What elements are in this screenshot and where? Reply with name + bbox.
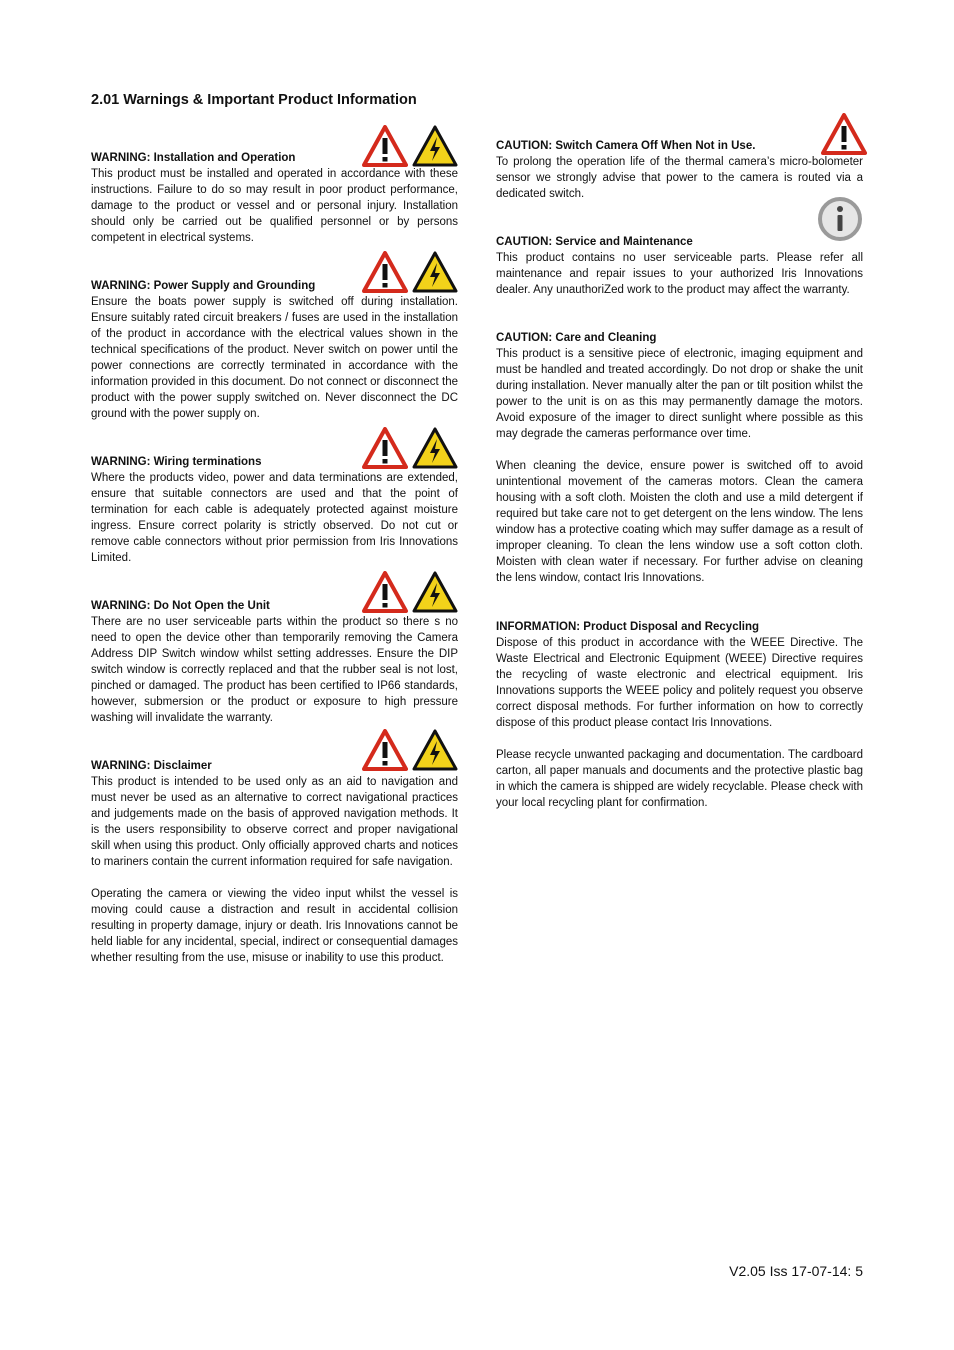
warning-triangle-icon <box>362 251 408 293</box>
section-heading: WARNING: Power Supply and Grounding <box>91 280 316 292</box>
warning-installation <box>91 150 458 246</box>
section-heading: INFORMATION: Product Disposal and Recycling <box>496 621 760 633</box>
warning-power-supply <box>91 278 458 422</box>
section-paragraph: Dispose of this product in accordance with the WEEE Directive. The Waste Electrical and Electronic Equipment (WEEE) Directive requires the recycling of waste electronic and electrical equipment. Iris Innovations supports the WEEE policy and politely request you observe correct disposal methods. For further information on how to correctly dispose of this product please contact Iris Innovations. <box>496 637 863 729</box>
information-icon <box>817 196 863 242</box>
section-heading: CAUTION: Switch Camera Off When Not in Use. <box>496 140 756 152</box>
section-paragraph: Ensure the boats power supply is switched off during installation. Ensure suitably rated circuit breakers / fuses are used in the installation of the product in accordance with the electrical values shown in the technical specifications of the product. Never switch on power until the power connections are correctly terminated in accordance with the information provided in this document. Do not connect or disconnect the product with the power supply switched on. Never disconnect the DC ground with the power supply on. <box>91 296 458 420</box>
caution-switch-off <box>496 138 863 202</box>
warning-triangle-icon <box>362 571 408 613</box>
section-paragraph: This product must be installed and operated in accordance with these instructions. Failure to do so may result in poor product performance, damage to the product or vessel and or personal injury. Installation should only be carried out be qualified personnel or by persons competent in electrical systems. <box>91 168 458 244</box>
electric-hazard-icon <box>412 125 458 167</box>
warning-triangle-icon <box>362 729 408 771</box>
warning-triangle-icon <box>362 125 408 167</box>
section-heading: CAUTION: Care and Cleaning <box>496 332 657 344</box>
warning-wiring <box>91 454 458 566</box>
section-paragraph: This product contains no user serviceable parts. Please refer all maintenance and repair issues to your authorized Iris Innovations dealer. Any unauthoriZed work to the product may affect the warranty. <box>496 252 863 296</box>
section-heading: WARNING: Wiring terminations <box>91 456 262 468</box>
section-paragraph: When cleaning the device, ensure power is switched off to avoid unintentional movement of the cameras motors. Clean the camera housing with a soft cloth. Moisten the cloth and use a mild detergent if required but take care not to get detergent on the lens window. The lens window has a protective coating which may suffer damage as a result of improper cleaning. To clean the lens window use a soft cotton cloth. Moisten with clean water if necessary. For further advise on cleaning the lens window, contact Iris Innovations. <box>496 460 863 584</box>
section-heading: WARNING: Disclaimer <box>91 760 212 772</box>
section-heading: WARNING: Do Not Open the Unit <box>91 600 270 612</box>
warning-triangle-icon <box>362 427 408 469</box>
section-paragraph: Please recycle unwanted packaging and documentation. The cardboard carton, all paper manuals and documents and the protective plastic bag in which the camera is shipped are widely recyclable. Please check with your local recycling plant for confirmation. <box>496 749 863 809</box>
electric-hazard-icon <box>412 251 458 293</box>
right-column <box>496 138 863 811</box>
section-paragraph: Where the products video, power and data terminations are extended, ensure that suitable connectors are used and that the point of termination for each cable is adequately protected against moisture ingress. Ensure correct polarity is strictly observed. Do not cut or remove cable connectors without prior permission from Iris Innovations Limited. <box>91 472 458 564</box>
icon-group <box>362 427 458 469</box>
caution-care-cleaning <box>496 330 863 586</box>
section-paragraph: There are no user serviceable parts within the product so there s no need to open the device other than temporarily removing the Camera Address DIP Switch window whilst setting addresses. Ensure the DIP switch window is correctly replaced and that the rubber seal is not lost, pinched or damaged. The product has been certified to IP66 standards, however, submersion or the product or exposure to high pressure washing will invalidate the warranty. <box>91 616 458 724</box>
icon-group <box>821 113 867 155</box>
electric-hazard-icon <box>412 571 458 613</box>
section-heading: WARNING: Installation and Operation <box>91 152 296 164</box>
icon-group <box>362 571 458 613</box>
section-paragraph: This product is a sensitive piece of electronic, imaging equipment and must be handled and treated accordingly. Do not drop or shake the unit during installation. Never manually alter the pan or tilt position whilst the power to the unit is on as this may permanently damage the motors. Avoid exposure of the imager to direct sunlight where possible as this may degrade the cameras performance over time. <box>496 348 863 440</box>
caution-service <box>496 234 863 298</box>
section-paragraph: To prolong the operation life of the thermal camera’s micro-bolometer sensor we strongly advise that power to the camera is routed via a dedicated switch. <box>496 156 863 200</box>
section-heading: CAUTION: Service and Maintenance <box>496 236 693 248</box>
page-title: 2.01 Warnings & Important Product Information <box>91 92 417 108</box>
warning-do-not-open <box>91 598 458 726</box>
information-disposal <box>496 619 863 811</box>
section-paragraph: Operating the camera or viewing the video input whilst the vessel is moving could cause a distraction and result in accidental collision resulting in property damage, injury or death. Iris Innovations cannot be held liable for any incidental, special, indirect or consequential damages whether resulting from the use, misuse or inability to use this product. <box>91 888 458 964</box>
warning-triangle-icon <box>821 113 867 155</box>
electric-hazard-icon <box>412 427 458 469</box>
electric-hazard-icon <box>412 729 458 771</box>
warning-disclaimer <box>91 758 458 966</box>
icon-group <box>362 125 458 167</box>
left-column <box>91 150 458 966</box>
page-footer: V2.05 Iss 17-07-14: 5 <box>729 1263 863 1279</box>
icon-group <box>362 251 458 293</box>
icon-group <box>362 729 458 771</box>
icon-group <box>817 196 863 242</box>
section-paragraph: This product is intended to be used only as an aid to navigation and must never be used as an alternative to correct navigational practices and judgements made on the basis of approved navigation methods. It is the users responsibility to observe correct and proper navigational skill when using this product. Only officially approved charts and notices to mariners contain the current information required for safe navigation. <box>91 776 458 868</box>
